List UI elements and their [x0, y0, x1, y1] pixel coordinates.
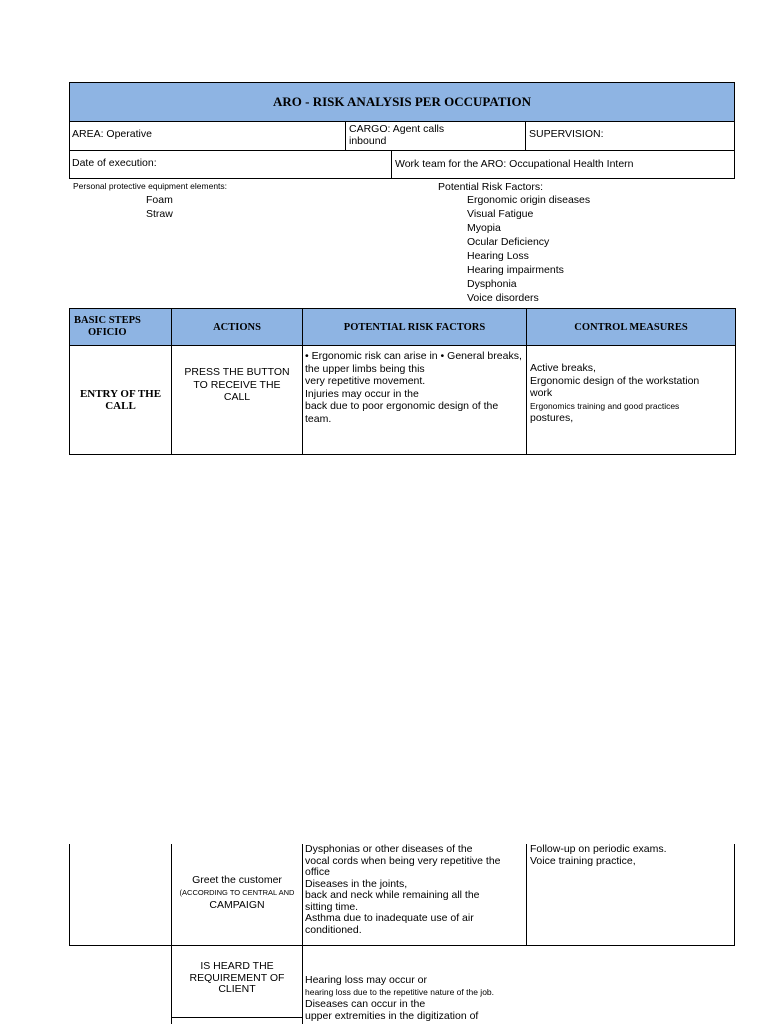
header-basic-line-2: OFICIO: [88, 327, 127, 338]
risk-line: • Ergonomic risk can arise in • General breaks,: [305, 350, 522, 362]
control-line: work: [530, 387, 553, 399]
header-divider: [70, 150, 734, 151]
risk-line: office: [305, 866, 330, 878]
risk-line: Injuries may occur in the: [305, 387, 419, 400]
risk-factor-item: Myopia: [467, 222, 501, 234]
step-line-1: ENTRY OF THE: [79, 388, 162, 400]
table-header-row: [70, 309, 736, 346]
risk-line: sitting time.: [305, 900, 359, 913]
risk-line: back and neck while remaining all the: [305, 889, 480, 901]
action-line: PRESS THE BUTTON: [184, 366, 290, 378]
greet-risk-cell: [305, 844, 525, 936]
risk-line: upper extremities in the digitization of: [305, 1009, 479, 1022]
risk-factors-label: Potential Risk Factors:: [438, 181, 544, 193]
greet-action-line-1: Greet the customer: [192, 874, 282, 886]
action-line: TO RECEIVE THE: [193, 378, 281, 391]
greet-control-cell: [530, 844, 730, 867]
lower-row-divider: [69, 945, 735, 946]
header-basic-steps: [70, 309, 172, 346]
lower-border-left: [69, 844, 70, 946]
control-line: Active breaks,: [530, 362, 596, 374]
header-vline-3: [391, 150, 392, 178]
risk-line-small: hearing loss due to the repetitive nature of the job.: [305, 986, 495, 997]
greet-action-cell: [172, 875, 302, 912]
step-cell: [70, 346, 172, 455]
cargo-line-1: CARGO: Agent calls: [349, 123, 445, 135]
header-info-box: [69, 121, 735, 179]
ppe-label: Personal protective equipment elements:: [73, 181, 228, 191]
greet-action-line-3: CAMPAIGN: [209, 899, 265, 911]
risk-factor-item: Ergonomic origin diseases: [467, 194, 591, 206]
control-cell: [527, 346, 736, 455]
header-basic-line-1: BASIC STEPS: [74, 315, 141, 326]
control-line: Follow-up on periodic exams.: [530, 843, 667, 855]
risk-factor-item: Voice disorders: [467, 292, 539, 304]
risk-factor-item: Hearing Loss: [467, 250, 529, 262]
lower-border-col3: [526, 844, 527, 946]
control-line-small: Ergonomics training and good practices: [530, 400, 680, 411]
risk-factor-item: Ocular Deficiency: [467, 236, 550, 248]
lower-border-col2: [302, 844, 303, 1024]
ppe-list: [146, 193, 173, 221]
risk-factor-item: Hearing impairments: [467, 264, 564, 276]
action-line: CLIENT: [218, 983, 256, 995]
risk-factors-list: [467, 193, 590, 305]
risk-cell: [303, 346, 527, 455]
document-title-bar: [69, 82, 735, 122]
risk-line: team.: [305, 412, 332, 425]
header-potential-risk-factors: POTENTIAL RISK FACTORS: [303, 309, 527, 346]
header-vline-2: [525, 121, 526, 150]
area-field: AREA: Operative: [72, 128, 152, 140]
heard-action-cell: [172, 961, 302, 996]
table-row: [70, 346, 736, 455]
heard-risk-cell: [305, 975, 530, 1022]
risk-line: Dysphonias or other diseases of the: [305, 843, 473, 855]
cargo-line-2: inbound: [349, 135, 387, 147]
step-line-2: CALL: [105, 400, 136, 412]
ppe-item: Foam: [146, 194, 173, 206]
risk-factor-item: Dysphonia: [467, 278, 517, 290]
risk-line: Diseases can occur in the: [305, 998, 426, 1010]
control-line: Ergonomic design of the workstation: [530, 374, 700, 387]
greet-action-small: (ACCORDING TO CENTRAL AND: [179, 887, 295, 897]
ppe-item: Straw: [146, 208, 173, 220]
risk-line: Diseases in the joints,: [305, 877, 408, 890]
risk-line: the upper limbs being this: [305, 362, 425, 375]
risk-line: Hearing loss may occur or: [305, 974, 427, 986]
risk-line: back due to poor ergonomic design of the: [305, 400, 499, 412]
supervision-field: SUPERVISION:: [529, 128, 604, 140]
risk-factor-item: Visual Fatigue: [467, 208, 534, 220]
action-line: CALL: [223, 391, 251, 403]
date-field: Date of execution:: [72, 157, 157, 169]
action-line: IS HEARD THE: [200, 960, 274, 972]
risk-steps-table: [69, 308, 736, 455]
header-control-measures: CONTROL MEASURES: [527, 309, 736, 346]
work-team-field: Work team for the ARO: Occupational Health Intern: [395, 158, 634, 170]
lower-border-col1: [171, 844, 172, 1024]
header-actions: ACTIONS: [172, 309, 303, 346]
risk-line: Asthma due to inadequate use of air: [305, 912, 474, 924]
risk-line: conditioned.: [305, 923, 362, 936]
risk-line: very repetitive movement.: [305, 375, 426, 387]
lower-border-right: [734, 844, 735, 946]
control-line: Voice training practice,: [530, 854, 636, 867]
action-line: REQUIREMENT OF: [189, 971, 285, 984]
action-cell: [172, 346, 303, 455]
control-line: postures,: [530, 412, 574, 424]
cargo-field: [349, 123, 444, 147]
document-title: ARO - RISK ANALYSIS PER OCCUPATION: [273, 94, 531, 109]
lower-action-divider: [171, 1017, 303, 1018]
risk-line: vocal cords when being very repetitive the: [305, 854, 501, 867]
header-vline-1: [345, 121, 346, 150]
